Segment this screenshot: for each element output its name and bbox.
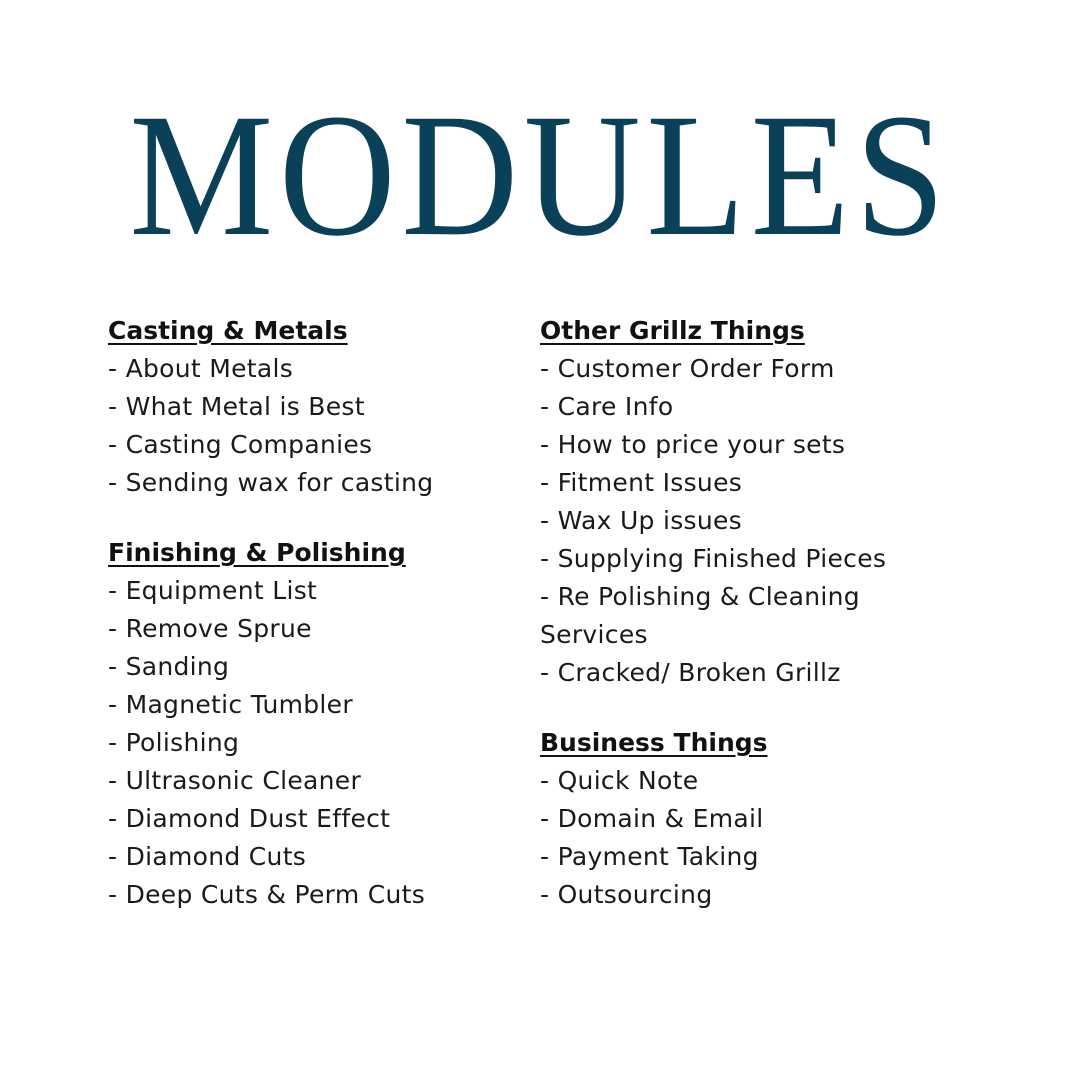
section-business-things [540, 724, 960, 914]
list-item: - About Metals [108, 354, 294, 383]
list-item: - Wax Up issues [540, 506, 743, 535]
list-item: - Magnetic Tumbler [108, 690, 353, 719]
list-item: - Payment Taking [540, 842, 759, 871]
list-item: - Sanding [108, 652, 230, 681]
section-heading: Casting & Metals [108, 316, 348, 345]
list-item: - Deep Cuts & Perm Cuts [108, 880, 426, 909]
section-heading: Other Grillz Things [540, 316, 805, 345]
left-column [108, 312, 568, 914]
right-column [540, 312, 960, 914]
list-item: - Fitment Issues [540, 468, 743, 497]
section-other-grillz-things [540, 312, 960, 692]
list-item: - Ultrasonic Cleaner [108, 766, 362, 795]
list-item: - Polishing [108, 728, 240, 757]
page-title: MODULES [129, 78, 951, 273]
list-item: - Diamond Cuts [108, 842, 307, 871]
list-item: - Diamond Dust Effect [108, 804, 391, 833]
list-item: - Casting Companies [108, 430, 373, 459]
module-list [108, 572, 568, 914]
module-list [540, 350, 960, 692]
section-heading: Finishing & Polishing [108, 538, 406, 567]
list-item: - Remove Sprue [108, 614, 312, 643]
section-heading: Business Things [540, 728, 768, 757]
list-item: - Quick Note [540, 766, 699, 795]
module-list [108, 350, 568, 502]
list-item: - How to price your sets [540, 430, 846, 459]
list-item: - Cracked/ Broken Grillz [540, 658, 841, 687]
list-item: - Sending wax for casting [108, 468, 434, 497]
list-item: - Supplying Finished Pieces [540, 544, 887, 573]
list-item: - Care Info [540, 392, 674, 421]
list-item: - Equipment List [108, 576, 318, 605]
list-item: - Re Polishing & Cleaning Services [540, 582, 860, 649]
section-finishing-polishing [108, 534, 568, 914]
list-item: - Domain & Email [540, 804, 764, 833]
list-item: - Customer Order Form [540, 354, 835, 383]
list-item: - What Metal is Best [108, 392, 365, 421]
list-item: - Outsourcing [540, 880, 713, 909]
module-list [540, 762, 960, 914]
section-casting-metals [108, 312, 568, 502]
